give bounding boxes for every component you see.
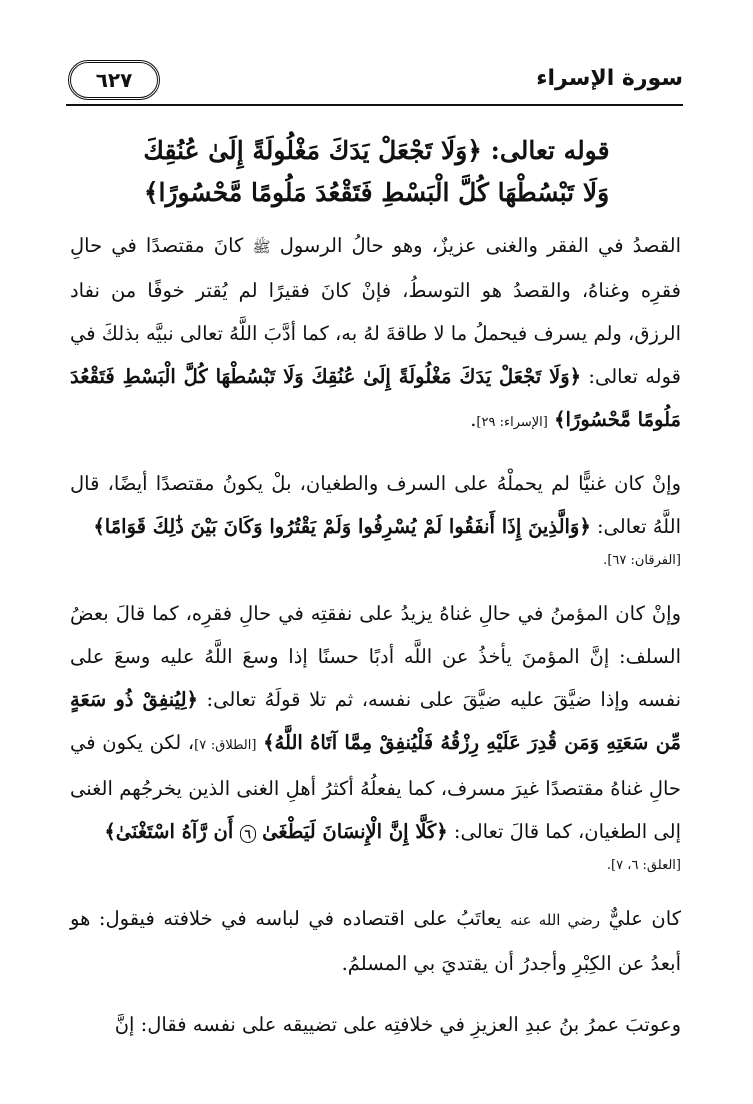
radiallahu-symbol: رضي الله عنه — [510, 911, 601, 929]
salawat-symbol: ﷺ — [252, 238, 271, 256]
p3-text-1: وإنْ كان المؤمنُ في حالِ غناهُ يزيدُ على نفقتِه في حالِ فقرِه، كما قالَ بعضُ السلف: إنَّ المؤمنَ يأخذُ عن اللَّه أدبًا حسنًا إذا وسعَ اللَّهُ عليه وسعَ على نفسه وإذا ضيَّقَ عليه ضيَّقَ على نفسه، ثم تلا قولَهُ تعالى: — [70, 602, 681, 711]
p3-citation-2: [العلق: ٦، ٧] — [611, 858, 681, 873]
p2-text-1: وإنْ كان غنيًّا لم يحملْهُ على السرف والطغيان، بلْ يكونُ مقتصدًا أيضًا، قال اللَّهُ تعالى: — [70, 472, 681, 538]
p3-quran-verse-2b: أَن رَّآهُ اسْتَغْنَىٰ﴾ — [104, 820, 234, 843]
paragraph-1 — [70, 224, 681, 444]
heading-line-1: قوله تعالى: ﴿وَلَا تَجْعَلْ يَدَكَ مَغْلُولَةً إِلَىٰ عُنُقِكَ — [143, 136, 610, 165]
page-header — [66, 60, 683, 104]
p5-text-1: وعوتبَ عمرُ بنُ عبدِ العزيزِ في خلافتِه على تضييقه على نفسه فقال: إنَّ — [114, 1013, 681, 1036]
page-number-badge: ٦٢٧ — [68, 60, 160, 100]
paragraph-2 — [70, 462, 681, 574]
paragraph-3 — [70, 592, 681, 879]
p4-text-2: يعاتَبُ على اقتصاده في لباسه في خلافته فيقول: هو أبعدُ عن الكِبْرِ وأجدرُ أن يقتديَ بي المسلمُ. — [70, 907, 681, 975]
p1-text-2: كانَ مقتصدًا في حالِ فقرِه وغناهُ، والقصدُ هو التوسطُ، فإنْ كانَ فقيرًا لم يُقتر خوفًا من نفاد الرزق، ولم يسرف فيحملُ ما لا طاقةَ لهُ به، كما أدَّبَ اللَّهُ تعالى نبيَّه بذلكَ في قوله تعالى: — [70, 234, 682, 388]
p1-quran-verse: ﴿وَلَا تَجْعَلْ يَدَكَ مَغْلُولَةً إِلَىٰ عُنُقِكَ وَلَا تَبْسُطْهَا كُلَّ الْبَسْطِ فَتَقْعُدَ مَلُومًا مَّحْسُورًا﴾ — [70, 365, 681, 431]
p3-end: . — [606, 858, 612, 873]
p2-quran-verse: ﴿وَالَّذِينَ إِذَا أَنفَقُوا لَمْ يُسْرِفُوا وَلَمْ يَقْتُرُوا وَكَانَ بَيْنَ ذَٰلِكَ قَوَامًا﴾ — [93, 515, 591, 538]
p3-citation-1: [الطلاق: ٧] — [194, 738, 257, 753]
verse-number-marker: ٦ — [240, 825, 256, 843]
header-rule — [66, 104, 683, 106]
paragraph-5 — [70, 1003, 681, 1046]
heading-line-2: وَلَا تَبْسُطْهَا كُلَّ الْبَسْطِ فَتَقْعُدَ مَلُومًا مَّحْسُورًا﴾ — [143, 178, 610, 207]
body-text — [70, 224, 681, 1046]
p2-end: . — [603, 553, 608, 568]
paragraph-4 — [70, 897, 681, 985]
p4-text-1: كان عليٌّ — [608, 907, 681, 930]
p3-quran-verse-1: ﴿لِيُنفِقْ ذُو سَعَةٍ مِّن سَعَتِهِ وَمَن قُدِرَ عَلَيْهِ رِزْقُهُ فَلْيُنفِقْ مِمَّا آتَاهُ اللَّهُ﴾ — [70, 688, 681, 754]
p2-citation: [الفرقان: ٦٧] — [607, 553, 681, 568]
p1-citation: [الإسراء: ٢٩] — [476, 415, 548, 430]
p1-end: . — [470, 408, 477, 431]
p3-quran-verse-2a: ﴿كَلَّا إِنَّ الْإِنسَانَ لَيَطْغَىٰ — [262, 820, 448, 843]
p1-text-1: القصدُ في الفقر والغنى عزيزٌ، وهو حالُ الرسول — [279, 234, 682, 257]
section-heading — [120, 130, 633, 214]
surah-title: سورة الإسراء — [536, 66, 683, 91]
p3-text-2: ، لكن يكون في حالِ غناهُ مقتصدًا غيرَ مسرف، كما يفعلُهُ أكثرُ أهلِ الغنى الذين يخرجُهم الغنى إلى الطغيان، كما قالَ تعالى: — [70, 731, 681, 843]
